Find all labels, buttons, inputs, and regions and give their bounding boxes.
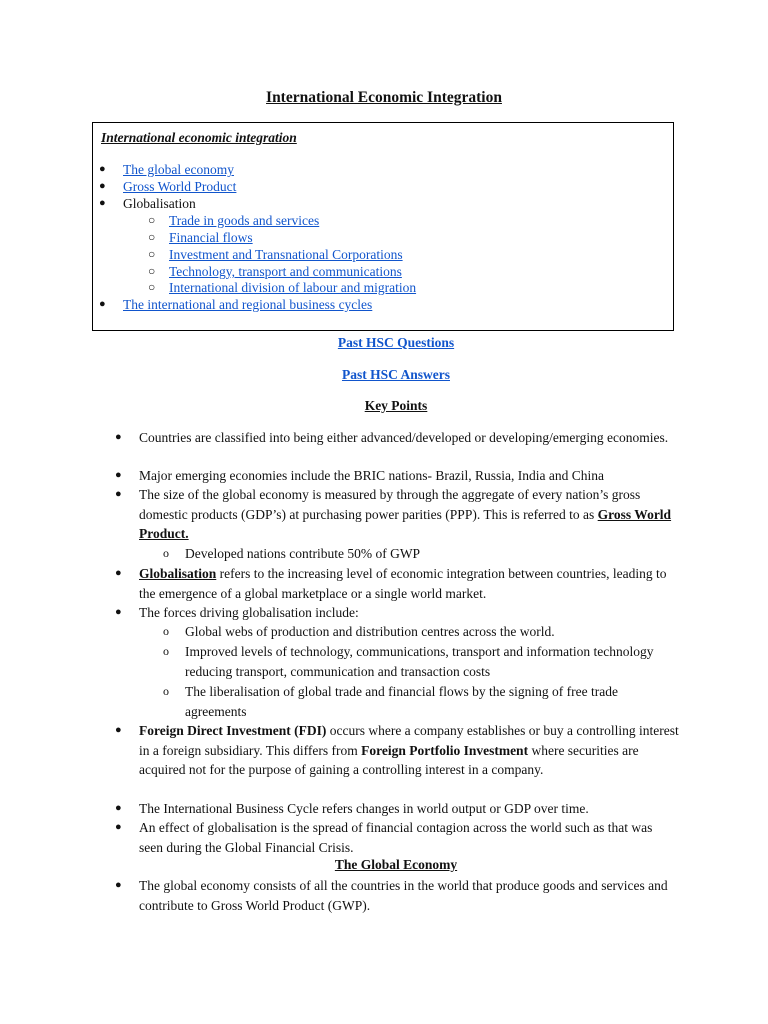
- circle-bullet-icon: ○: [148, 213, 156, 227]
- circle-bullet-icon: ○: [148, 230, 156, 244]
- table-of-contents: [92, 122, 674, 331]
- toc-link[interactable]: Trade in goods and services: [169, 213, 320, 228]
- key-point: [115, 799, 679, 819]
- toc-item-global-economy: [99, 161, 234, 178]
- key-point-text: The size of the global economy is measured by through the aggregate of every nation’s gross domestic products (GDP’s) at purchasing power parities (PPP). This is referred to as: [139, 487, 641, 522]
- key-point-text: Major emerging economies include the BRIC nations- Brazil, Russia, India and China: [139, 468, 605, 483]
- bullet-icon: ●: [99, 163, 106, 175]
- key-point-text: where securities are acquired not for the purpose of gaining a controlling interest in a company.: [139, 742, 639, 777]
- key-point-text: Countries are classified into being either advanced/developed or developing/emerging economies.: [139, 430, 669, 445]
- key-point-text: The forces driving globalisation include:: [139, 605, 359, 620]
- toc-link[interactable]: The global economy: [123, 162, 234, 177]
- page-title: International Economic Integration: [266, 89, 502, 106]
- bullet-icon: ●: [115, 469, 122, 481]
- sub-point-text: Global webs of production and distribution centres across the world.: [185, 624, 555, 639]
- key-point-text: An effect of globalisation is the spread of financial contagion across the world such as that was seen during the Global Financial Crisis.: [139, 820, 653, 855]
- bullet-icon: ●: [115, 724, 122, 736]
- toc-item-business-cycles: [99, 296, 373, 313]
- global-economy-heading: The Global Economy: [334, 857, 458, 872]
- sub-point-text: Developed nations contribute 50% of GWP: [185, 546, 421, 561]
- toc-link[interactable]: International division of labour and migration: [169, 280, 417, 295]
- past-questions-link-wrap: [0, 335, 768, 351]
- key-point: [115, 466, 679, 486]
- sub-point: [163, 622, 665, 642]
- key-point: [115, 485, 679, 544]
- toc-item-globalisation: [99, 195, 196, 212]
- toc-item-technology: [148, 263, 402, 280]
- circle-bullet-icon: o: [163, 624, 169, 638]
- toc-item-labour: [148, 279, 417, 296]
- toc-link[interactable]: Investment and Transnational Corporations: [169, 247, 403, 262]
- past-questions-link[interactable]: Past HSC Questions: [337, 335, 455, 350]
- key-point-text: The International Business Cycle refers changes in world output or GDP over time.: [139, 801, 589, 816]
- sub-point: [163, 642, 665, 681]
- circle-bullet-icon: ○: [148, 247, 156, 261]
- bullet-icon: ●: [99, 197, 106, 209]
- sub-point-text: The liberalisation of global trade and financial flows by the signing of free trade agreements: [185, 684, 618, 719]
- toc-item-financial-flows: [148, 229, 253, 246]
- bullet-icon: ●: [115, 431, 122, 443]
- toc-item-gross-world-product: [99, 178, 237, 195]
- key-point: [115, 428, 679, 448]
- toc-item-investment: [148, 246, 403, 263]
- key-term: Foreign Portfolio Investment: [361, 742, 529, 758]
- key-term: Globalisation: [139, 566, 217, 581]
- circle-bullet-icon: o: [163, 644, 169, 658]
- key-point-text: refers to the increasing level of economic integration between countries, leading to the emergence of a global marketplace or a single world market.: [139, 566, 667, 601]
- past-answers-link[interactable]: Past HSC Answers: [341, 367, 450, 382]
- key-point-text: The global economy consists of all the countries in the world that produce goods and services and contribute to Gross World Product (GWP).: [139, 878, 668, 913]
- bullet-icon: ●: [115, 821, 122, 833]
- bullet-icon: ●: [115, 567, 122, 579]
- toc-heading: International economic integration: [101, 130, 297, 145]
- toc-link[interactable]: Gross World Product: [123, 179, 237, 194]
- circle-bullet-icon: ○: [148, 280, 156, 294]
- key-point-text: occurs where a company establishes or buy a controlling interest in a foreign subsidiary. This differs from: [139, 723, 679, 758]
- toc-label: Globalisation: [123, 196, 196, 211]
- toc-link[interactable]: Financial flows: [169, 230, 253, 245]
- past-answers-link-wrap: [0, 367, 768, 383]
- sub-point: [163, 682, 665, 721]
- circle-bullet-icon: o: [163, 684, 169, 698]
- sub-point-text: Improved levels of technology, communications, transport and information technology reducing transport, communication and transaction costs: [185, 644, 654, 679]
- key-term: Gross World Product.: [139, 506, 672, 541]
- key-points-heading: Key Points: [364, 398, 428, 413]
- circle-bullet-icon: o: [163, 546, 169, 560]
- bullet-icon: ●: [99, 298, 106, 310]
- key-point: [115, 876, 679, 915]
- toc-item-trade: [148, 212, 320, 229]
- toc-link[interactable]: Technology, transport and communications: [169, 264, 402, 279]
- key-point: [115, 721, 679, 780]
- bullet-icon: ●: [99, 180, 106, 192]
- key-point: [115, 603, 679, 623]
- bullet-icon: ●: [115, 606, 122, 618]
- circle-bullet-icon: ○: [148, 264, 156, 278]
- sub-point: [163, 544, 665, 564]
- bullet-icon: ●: [115, 488, 122, 500]
- bullet-icon: ●: [115, 802, 122, 814]
- bullet-icon: ●: [115, 879, 122, 891]
- key-point: [115, 818, 679, 857]
- toc-link[interactable]: The international and regional business cycles: [123, 297, 373, 312]
- key-term: Foreign Direct Investment (FDI): [139, 723, 327, 738]
- key-point: [115, 564, 679, 603]
